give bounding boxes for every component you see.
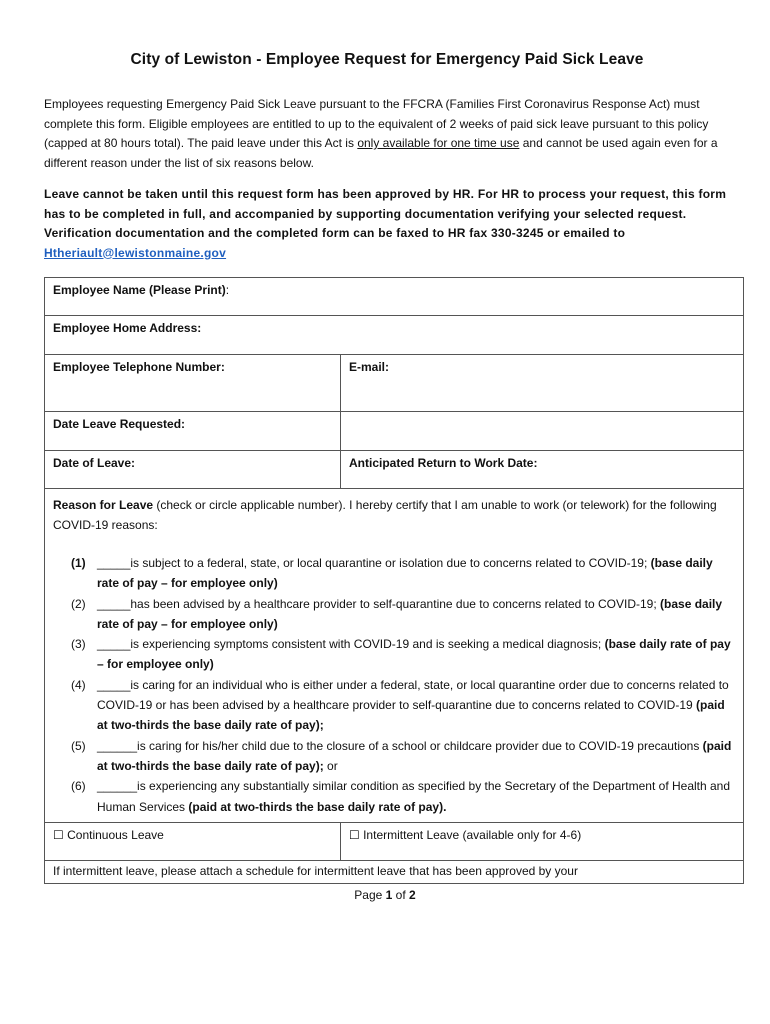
hr-email-link[interactable]: Htheriault@lewistonmaine.gov <box>44 245 227 260</box>
reason-number: (3) <box>71 637 86 652</box>
continuous-leave-label: Continuous Leave <box>63 827 164 842</box>
reason-item-2[interactable] <box>71 594 735 635</box>
date-requested-label: Date Leave Requested: <box>53 417 186 431</box>
reason-pay-rate: (paid at two-thirds the base daily rate of pay). <box>188 799 447 814</box>
employee-name-field[interactable] <box>45 278 744 316</box>
reason-pay-rate: (base daily rate of pay – for employee only) <box>97 556 713 591</box>
home-address-label: Employee Home Address: <box>53 321 202 335</box>
date-of-leave-field[interactable] <box>45 451 341 489</box>
reason-text: _____is experiencing symptoms consistent with COVID-19 and is seeking a medical diagnosis; <box>97 637 605 652</box>
footer-of-label: of <box>392 888 410 902</box>
footer-total-pages: 2 <box>409 888 416 902</box>
reason-label: Reason for Leave <box>53 498 154 512</box>
intermittent-note: If intermittent leave, please attach a schedule for intermittent leave that has been approved by your <box>53 863 578 878</box>
intro-paragraph <box>44 95 730 173</box>
intermittent-leave-option[interactable] <box>341 822 744 860</box>
return-date-field[interactable] <box>341 451 744 489</box>
intro-text-1: Employees requesting Emergency Paid Sick Leave pursuant to the FFCRA (Families First Coronavirus Response Act) must complete this form. Eligible employees are entitled to up to the equivalent of 2 weeks of paid sick leave pursuant to this policy (capped at 80 hours total). The paid leave under this Act is <box>44 97 709 150</box>
document-page <box>44 40 730 275</box>
reason-text: ______is caring for his/her child due to the closure of a school or childcare provider due to COVID-19 precautions <box>97 738 703 753</box>
reason-number: (6) <box>71 779 86 794</box>
reason-pay-rate: (base daily rate of pay – for employee only) <box>97 596 723 631</box>
intermittent-note-cell <box>45 860 744 883</box>
notice-paragraph <box>44 185 730 263</box>
return-date-label: Anticipated Return to Work Date: <box>349 456 538 470</box>
reason-text: _____is caring for an individual who is either under a federal, state, or local quarantine order due to concerns related to COVID-19 or has been advised by a healthcare provider to self-quarantine due to concerns related to COVID-19 <box>97 677 729 713</box>
intro-underlined-text: only available for one time use <box>357 136 520 150</box>
intermittent-leave-label: Intermittent Leave (available only for 4-6) <box>359 827 582 842</box>
footer-current-page: 1 <box>385 888 393 902</box>
reason-item-4[interactable] <box>71 675 735 736</box>
reason-number: (1) <box>71 556 86 570</box>
reason-item-6[interactable] <box>71 776 735 817</box>
reason-pay-rate: (paid at two-thirds the base daily rate of pay); <box>97 698 725 733</box>
reason-pay-rate: (base daily rate of pay – for employee only) <box>97 637 731 672</box>
checkbox-icon[interactable]: ☐ <box>349 827 360 842</box>
telephone-label: Employee Telephone Number: <box>53 360 225 374</box>
email-field[interactable] <box>341 355 744 412</box>
reason-for-leave-section <box>45 489 744 823</box>
page-title: City of Lewiston - Employee Request for Emergency Paid Sick Leave <box>130 51 644 68</box>
notice-text: Leave cannot be taken until this request form has been approved by HR. For HR to process your request, this form has to be completed in full, and accompanied by supporting documentation verifying your selected request. Verification documentation and the completed form can be faxed to HR fax 330-3245 or emailed to <box>44 187 727 240</box>
reason-item-5[interactable] <box>71 736 735 777</box>
checkbox-icon[interactable]: ☐ <box>53 827 64 842</box>
page-footer <box>0 888 770 902</box>
reason-item-3[interactable] <box>71 634 735 675</box>
reason-text: _____is subject to a federal, state, or local quarantine or isolation due to concerns related to COVID-19; <box>97 556 651 570</box>
date-requested-empty-cell <box>341 412 744 451</box>
reason-number: (5) <box>71 738 86 753</box>
reason-text: ______is experiencing any substantially similar condition as specified by the Secretary of the Department of Health and Human Services <box>97 779 731 814</box>
date-of-leave-label: Date of Leave: <box>53 456 136 470</box>
telephone-field[interactable] <box>45 355 341 412</box>
reason-intro-text: (check or circle applicable number). I hereby certify that I am unable to work (or telework) for the following COVID-19 reasons: <box>53 498 717 532</box>
employee-name-label: Employee Name (Please Print) <box>53 283 226 297</box>
reason-text: _____has been advised by a healthcare provider to self-quarantine due to concerns related to COVID-19; <box>97 596 661 611</box>
footer-page-label: Page <box>354 888 386 902</box>
reason-list <box>53 553 735 817</box>
email-label: E-mail: <box>349 360 390 374</box>
reason-number: (2) <box>71 596 86 611</box>
request-form-table <box>44 277 744 884</box>
reason-pay-rate: (paid at two-thirds the base daily rate of pay); <box>97 738 732 773</box>
date-requested-field[interactable] <box>45 412 341 451</box>
home-address-field[interactable] <box>45 316 744 355</box>
reason-number: (4) <box>71 677 86 692</box>
intro-text-2: and cannot be used again even for a different reason under the list of six reasons below. <box>44 136 718 170</box>
reason-item-1[interactable] <box>71 553 735 594</box>
continuous-leave-option[interactable] <box>45 822 341 860</box>
reason-intro <box>53 495 735 535</box>
employee-name-colon: : <box>225 283 230 297</box>
reason-tail: or <box>323 758 338 773</box>
